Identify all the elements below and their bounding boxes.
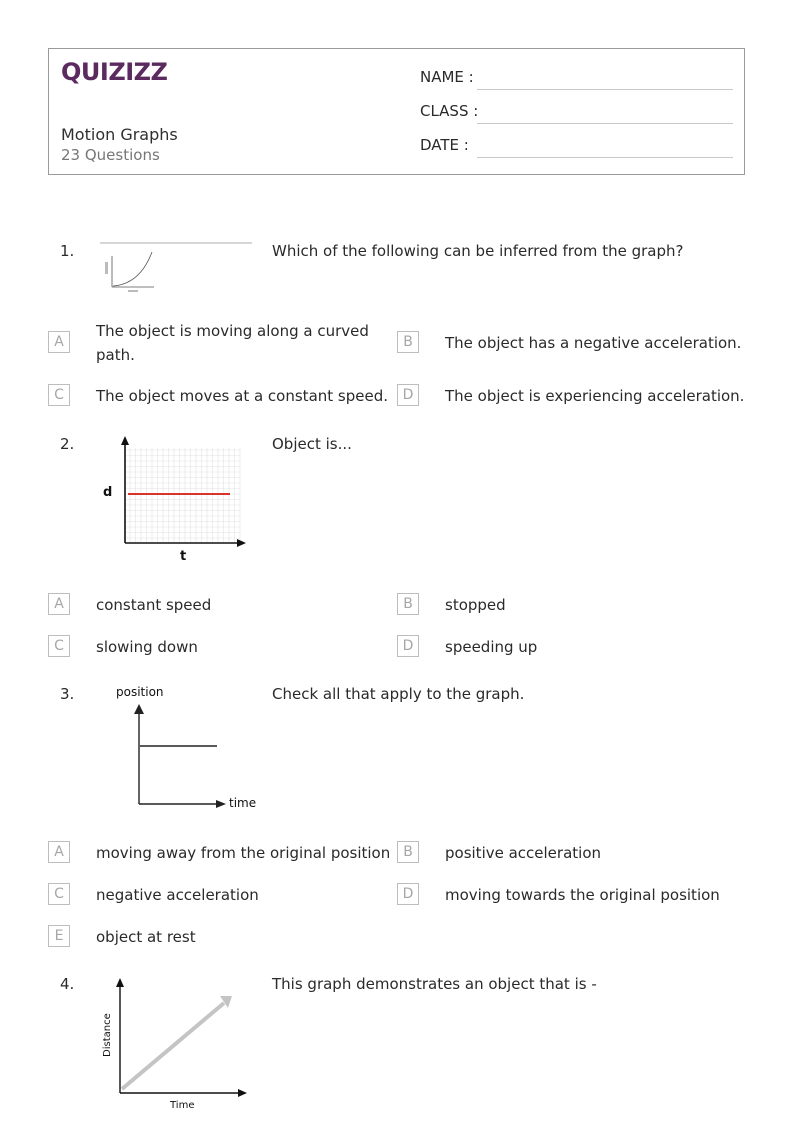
option-text: object at rest: [96, 928, 196, 946]
option-box-d[interactable]: D: [397, 883, 419, 905]
question-number: 1.: [60, 242, 75, 260]
option-box-e[interactable]: E: [48, 925, 70, 947]
question-text: Which of the following can be inferred from the graph?: [272, 242, 684, 260]
option-box-d[interactable]: D: [397, 635, 419, 657]
option-text: moving towards the original position: [445, 886, 720, 904]
option-text: speeding up: [445, 638, 538, 656]
option-box-c[interactable]: C: [48, 883, 70, 905]
worksheet-title: Motion Graphs: [61, 125, 178, 144]
q2-graph-image: [100, 436, 250, 564]
option-box-a[interactable]: A: [48, 593, 70, 615]
option-box-a[interactable]: A: [48, 331, 70, 353]
x-axis-label: time: [229, 796, 257, 810]
y-axis-label: position: [116, 685, 164, 699]
option-box-c[interactable]: C: [48, 384, 70, 406]
option-box-b[interactable]: B: [397, 593, 419, 615]
date-label: DATE :: [420, 136, 469, 154]
option-text: The object is moving along a curved path.: [96, 322, 369, 364]
option-text: positive acceleration: [445, 844, 602, 862]
option-text: The object has a negative acceleration.: [445, 334, 742, 352]
class-field[interactable]: [477, 123, 733, 124]
question-text: This graph demonstrates an object that is -: [272, 975, 597, 993]
option-box-d[interactable]: D: [397, 384, 419, 406]
question-number: 3.: [60, 685, 75, 703]
option-box-b[interactable]: B: [397, 841, 419, 863]
quizizz-logo: QUIZIZZ: [61, 58, 168, 86]
option-text: slowing down: [96, 638, 198, 656]
question-count: 23 Questions: [61, 146, 160, 164]
q1-graph-image: [100, 240, 255, 296]
name-label: NAME :: [420, 68, 474, 86]
question-text: Check all that apply to the graph.: [272, 685, 525, 703]
option-text: negative acceleration: [96, 886, 259, 904]
option-box-c[interactable]: C: [48, 635, 70, 657]
option-text: The object moves at a constant speed.: [96, 387, 388, 405]
option-text: constant speed: [96, 596, 212, 614]
date-field[interactable]: [477, 157, 733, 158]
option-box-b[interactable]: B: [397, 331, 419, 353]
question-number: 4.: [60, 975, 75, 993]
x-axis-label: t: [180, 549, 187, 564]
distance-line: [122, 1003, 224, 1089]
y-axis-label: d: [103, 485, 113, 500]
question-text: Object is...: [272, 435, 352, 453]
name-field[interactable]: [477, 89, 733, 90]
question-number: 2.: [60, 435, 75, 453]
q4-graph-image: [98, 975, 253, 1115]
y-axis-label: Distance: [102, 1013, 113, 1057]
x-axis-label: Time: [170, 1100, 195, 1111]
q3-graph-image: [110, 682, 260, 812]
option-text: stopped: [445, 596, 506, 614]
option-box-a[interactable]: A: [48, 841, 70, 863]
class-label: CLASS :: [420, 102, 479, 120]
option-text: moving away from the original position: [96, 844, 391, 862]
option-text: The object is experiencing acceleration.: [445, 387, 745, 405]
